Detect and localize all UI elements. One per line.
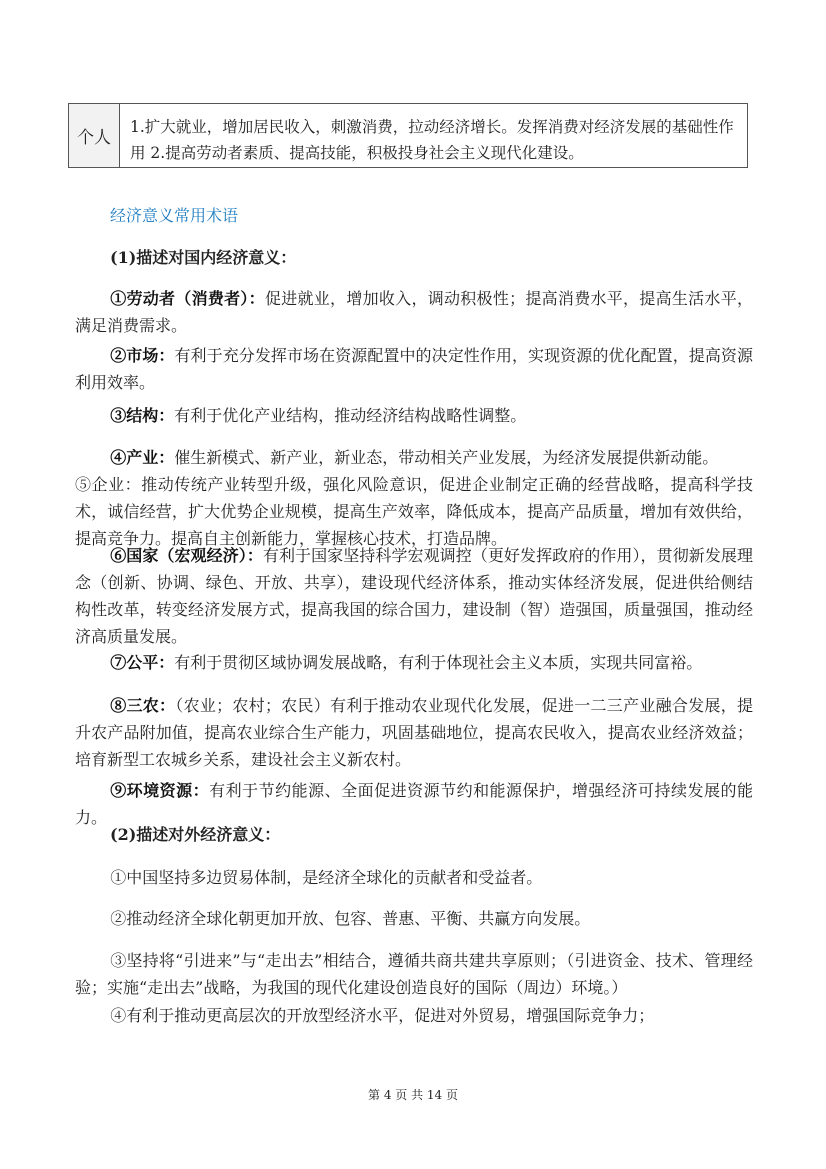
item-extra-text: ⑤企业：推动传统产业转型升级，强化风险意识，促进企业制定正确的经营战略，提高科学技术，诚信经营，扩大优势企业规模，提高生产效率，降低成本，提高产品质量，增加有效供给，提高竞争力。提高自主创新能力，掌握核心技术，打造品牌。: [75, 475, 753, 548]
domestic-item: [75, 649, 753, 676]
item-label: ④产业：: [110, 448, 175, 467]
item-text: 催生新模式、新产业，新业态，带动相关产业发展，为经济发展提供新动能。: [174, 448, 719, 467]
item-text: 有利于贯彻区域协调发展战略，有利于体现社会主义本质，实现共同富裕。: [174, 653, 703, 672]
domestic-item: [75, 444, 753, 552]
item-label: ①劳动者（消费者）：: [110, 289, 265, 308]
foreign-item: ③坚持将“引进来”与“走出去”相结合，遵循共商共建共享原则；（引进资金、技术、管理经验；实施“走出去”战略，为我国的现代化建设创造良好的国际（周边）环境。）: [75, 951, 753, 997]
item-label: ⑥国家（宏观经济）：: [110, 546, 263, 565]
section-title: 经济意义常用术语: [110, 206, 239, 225]
item-text: （农业；农村；农民）有利于推动农业现代化发展，促进一二三产业融合发展，提升农产品附加值，提高农业综合生产能力，巩固基础地位，提高农民收入，提高农业经济效益；培育新型工农城乡关系，建设社会主义新农村。: [75, 696, 753, 769]
domestic-heading: (1)描述对国内经济意义：: [110, 248, 297, 267]
item-text: 有利于充分发挥市场在资源配置中的决定性作用，实现资源的优化配置，提高资源利用效率。: [75, 346, 753, 392]
item-text: 有利于优化产业结构，推动经济结构战略性调整。: [174, 406, 527, 425]
item-label: ⑦公平：: [110, 653, 175, 672]
item-text: 有利于节约能源、全面促进资源节约和能源保护，增强经济可持续发展的能力。: [75, 781, 753, 827]
item-label: ⑨环境资源：: [110, 781, 210, 800]
item-text: 有利于国家坚持科学宏观调控（更好发挥政府的作用），贯彻新发展理念（创新、协调、绿色、开放、共享），建设现代经济体系，推动实体经济发展，促进供给侧结构性改革，转变经济发展方式，提高我国的综合国力，建设制（智）造强国，质量强国，推动经济高质量发展。: [75, 546, 753, 646]
summary-table: [68, 103, 748, 168]
domestic-item: [75, 692, 753, 773]
item-text: 促进就业，增加收入，调动积极性；提高消费水平，提高生活水平，满足消费需求。: [75, 289, 753, 335]
domestic-item: [75, 402, 753, 429]
domestic-item: [75, 542, 753, 650]
foreign-item: ②推动经济全球化朝更加开放、包容、普惠、平衡、共赢方向发展。: [110, 909, 591, 928]
item-label: ③结构：: [110, 406, 175, 425]
foreign-item: ④有利于推动更高层次的开放型经济水平，促进对外贸易，增强国际竞争力；: [110, 1006, 655, 1025]
domestic-item: [75, 342, 753, 396]
item-label: ⑧三农：: [110, 696, 176, 715]
item-label: ②市场：: [110, 346, 175, 365]
foreign-item: ①中国坚持多边贸易体制，是经济全球化的贡献者和受益者。: [110, 868, 543, 887]
page-footer: 第 4 页 共 14 页: [368, 1088, 458, 1102]
domestic-item: [75, 285, 753, 339]
table-content-cell: 1.扩大就业，增加居民收入，刺激消费，拉动经济增长。发挥消费对经济发展的基础性作用 2.提高劳动者素质、提高技能，积极投身社会主义现代化建设。: [130, 118, 734, 162]
foreign-heading: (2)描述对外经济意义：: [110, 825, 281, 844]
table-header-cell: 个人: [69, 104, 120, 167]
